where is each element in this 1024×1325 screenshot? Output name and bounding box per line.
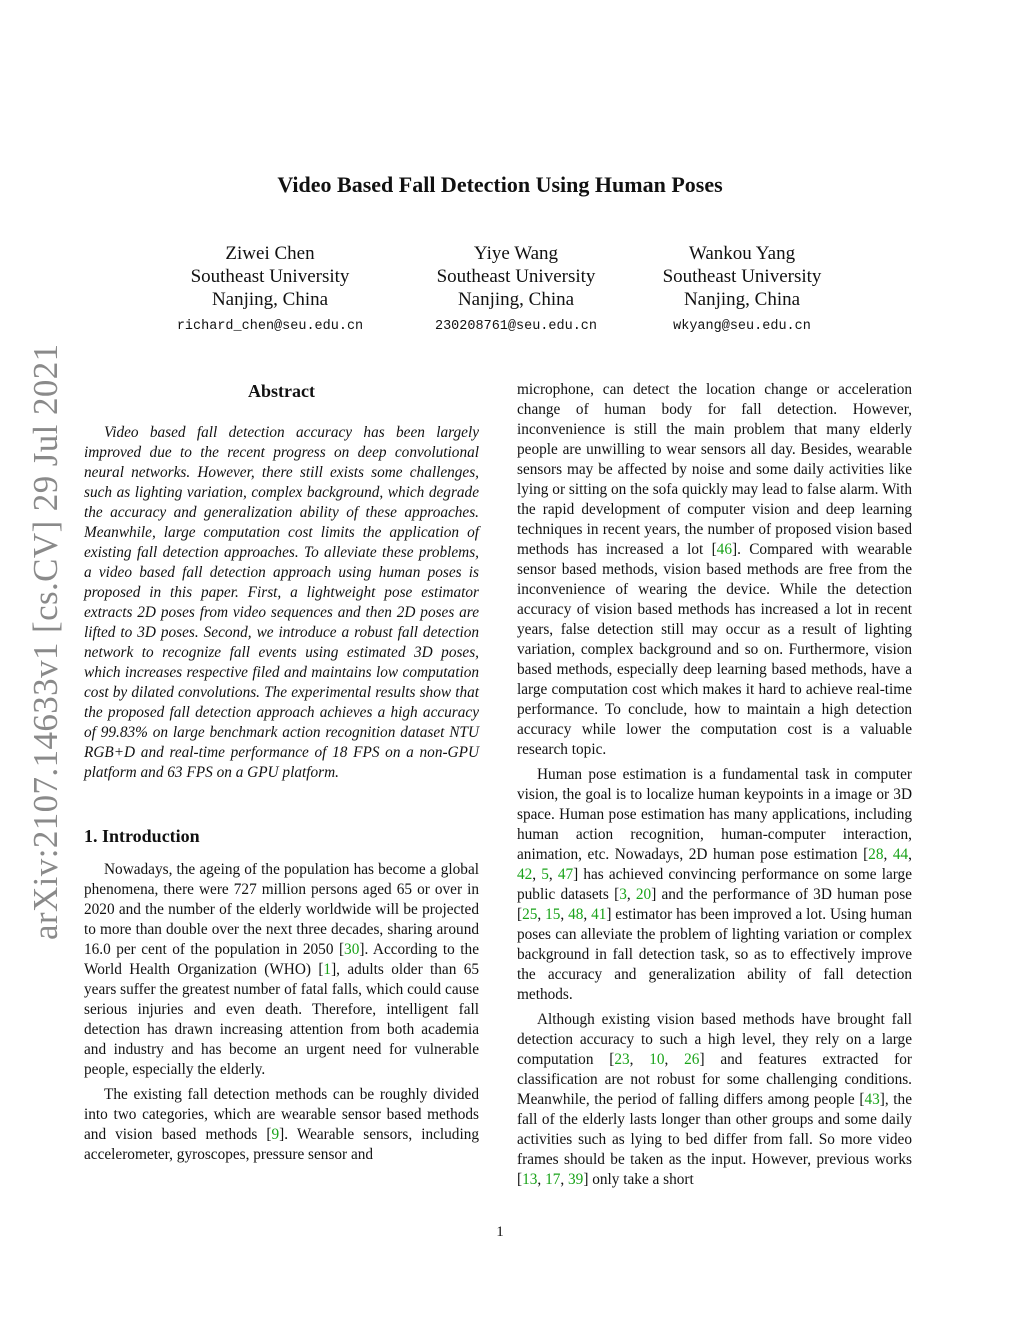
citation-link[interactable]: 17 (545, 1171, 561, 1188)
citation-link[interactable]: 15 (545, 906, 561, 923)
citation-link[interactable]: 10 (649, 1051, 665, 1068)
citation-link[interactable]: 26 (684, 1051, 700, 1068)
citation-link[interactable]: 39 (568, 1171, 584, 1188)
citation-link[interactable]: 9 (271, 1126, 280, 1143)
page-number: 1 (496, 1224, 504, 1240)
body-paragraph: Although existing vision based methods have brought fall detection accuracy to such a high level, they rely on a large computation [23, 10, 26] and features extracted for classification are not robust for some challenging conditions. Meanwhile, the period of falling differs among people [43], the fall of the elderly lasts longer than other groups and some daily activities such as lying to bed differ from fall. So more video frames should be taken as the input. However, previous works [13, 17, 39] only take a short (517, 1011, 913, 1188)
abstract-text: Video based fall detection accuracy has been largely improved due to the recent progress on deep convolutional neural networks. However, there still exists some challenges, such as lighting variation, complex background, which degrade the accuracy and generalization ability of these approaches. Meanwhile, large computation cost limits the application of existing fall detection approaches. To alleviate these problems, a video based fall detection approach using human poses is proposed in this paper. First, a lightweight pose estimator extracts 2D poses from video sequences and then 2D poses are lifted to 3D poses. Second, we introduce a robust fall detection network to recognize fall events using estimated 3D poses, which increases respective filed and maintains low computation cost by dilated convolutions. The experimental results show that the proposed fall detection approach achieves a high accuracy of 99.83% on large benchmark action recognition dataset NTU RGB+D and real-time performance of 18 FPS on a non-GPU platform and 63 FPS on a GPU platform. (84, 424, 479, 781)
citation-link[interactable]: 42 (517, 866, 533, 883)
author-location: Nanjing, China (457, 289, 575, 310)
author-affiliation: Southeast University (436, 266, 596, 287)
author-location: Nanjing, China (683, 289, 801, 310)
author-location: Nanjing, China (211, 289, 329, 310)
paper-title: Video Based Fall Detection Using Human Poses (277, 172, 723, 197)
author-block (622, 242, 862, 337)
citation-link[interactable]: 30 (344, 941, 360, 958)
intro-paragraph: The existing fall detection methods can be roughly divided into two categories, which are wearable sensor based methods and vision based methods [9]. Wearable sensors, including accelerometer, gyroscopes, pressure sensor and (84, 1086, 479, 1163)
author-affiliation: Southeast University (662, 266, 822, 287)
citation-link[interactable]: 20 (635, 886, 652, 903)
citation-link[interactable]: 48 (568, 906, 584, 923)
author-affiliation: Southeast University (190, 266, 350, 287)
author-block (150, 242, 390, 337)
citation-link[interactable]: 3 (619, 886, 627, 903)
right-column (517, 380, 912, 1190)
citation-link[interactable]: 43 (864, 1091, 880, 1108)
citation-link[interactable]: 13 (522, 1171, 538, 1188)
citation-link[interactable]: 5 (541, 866, 549, 883)
left-column (84, 380, 479, 1165)
author-email[interactable]: richard_chen@seu.edu.cn (176, 319, 364, 334)
abstract-heading: Abstract (248, 381, 315, 401)
author-email[interactable]: 230208761@seu.edu.cn (434, 319, 598, 334)
arxiv-stamp: arXiv:2107.14633v1 [cs.CV] 29 Jul 2021 (26, 343, 65, 940)
citation-link[interactable]: 47 (557, 866, 574, 883)
citation-link[interactable]: 23 (614, 1051, 630, 1068)
section-heading-introduction: 1. Introduction (84, 826, 200, 846)
author-name: Ziwei Chen (225, 243, 315, 264)
author-name: Wankou Yang (688, 243, 796, 264)
author-email[interactable]: wkyang@seu.edu.cn (673, 319, 811, 334)
intro-paragraph: Nowadays, the ageing of the population has become a global phenomena, there were 727 million persons aged 65 or over in 2020 and the number of the elderly worldwide will be projected to more than double over the next three decades, sharing around 16.0 per cent of the population in 2050 [30]. According to the World Health Organization (WHO) [1], adults older than 65 years suffer the greatest number of fatal falls, which could cause serious injuries and even death. Therefore, intelligent fall detection has drawn increasing attention from both academia and industry and has become an urgent need for vulnerable people, especially the elderly. (84, 861, 479, 1078)
author-block (396, 242, 636, 337)
citation-link[interactable]: 1 (323, 961, 332, 978)
citation-link[interactable]: 28 (868, 846, 884, 863)
citation-link[interactable]: 46 (716, 541, 732, 558)
citation-link[interactable]: 44 (892, 846, 909, 863)
body-paragraph: microphone, can detect the location change or acceleration change of human body for fall detection. However, inconvenience is still the main problem that many elderly people are unwilling to wear sensors all day. Besides, wearable sensors may be affected by noise and some daily activities like lying or sitting on the sofa quickly may lead to false alarm. With the rapid development of computer vision and deep learning techniques in recent years, the number of proposed vision based methods has increased a lot [46]. Compared with wearable sensor based methods, vision based methods are free from the inconvenience of wearing the device. While the detection accuracy of vision based methods has increased a lot in recent years, false detection still may occur as a result of lighting variation, complex background and so on. Furthermore, vision based methods, especially deep learning based methods, have a large computation cost which makes it hard to achieve real-time performance. To conclude, how to maintain a high detection accuracy while lower the computation cost is a valuable research topic. (517, 381, 912, 758)
citation-link[interactable]: 41 (591, 906, 607, 923)
author-name: Yiye Wang (473, 243, 559, 264)
citation-link[interactable]: 25 (522, 906, 538, 923)
body-paragraph: Human pose estimation is a fundamental task in computer vision, the goal is to localize human keypoints in a image or 3D space. Human pose estimation has many applications, including human action recognition, human-computer interaction, animation, etc. Nowadays, 2D human pose estimation [28, 44, 42, 5, 47] has achieved convincing performance on some large public datasets [3, 20] and the performance of 3D human pose [25, 15, 48, 41] estimator has been improved a lot. Using human poses can alleviate the problem of lighting variation or complex background in fall detection task, so as to effectively improve the accuracy and generalization ability of fall detection methods. (517, 766, 913, 1003)
